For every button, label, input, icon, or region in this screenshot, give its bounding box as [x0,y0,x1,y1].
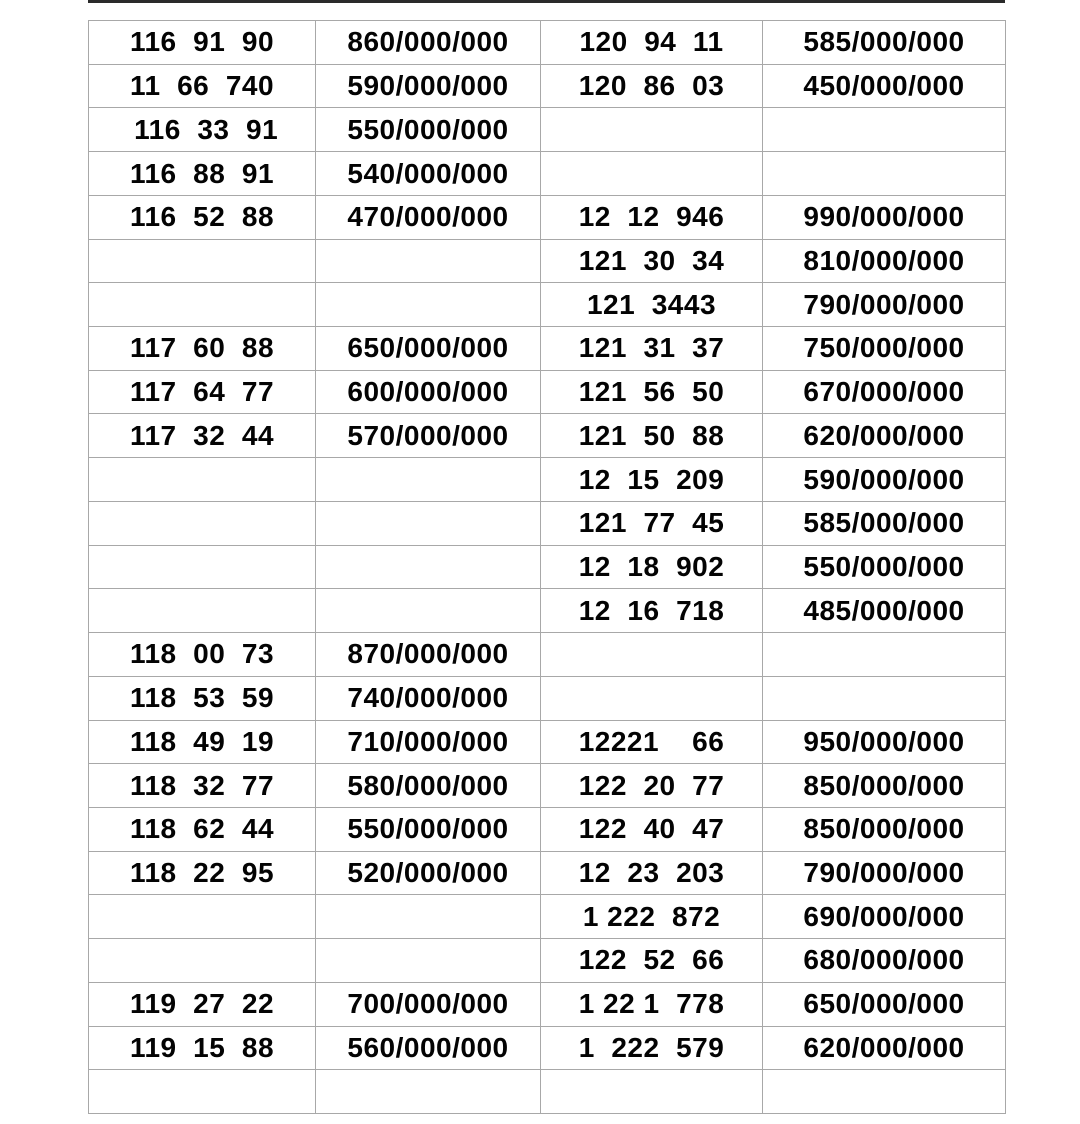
number-cell: 121 56 50 [541,370,763,414]
table-row [89,370,1006,414]
number-cell: 11 66 740 [89,64,316,108]
price-cell: 670/000/000 [763,370,1006,414]
number-cell: 122 52 66 [541,939,763,983]
number-cell: 12 12 946 [541,195,763,239]
number-cell [89,239,316,283]
number-cell: 116 52 88 [89,195,316,239]
price-cell: 750/000/000 [763,327,1006,371]
price-cell: 790/000/000 [763,283,1006,327]
price-cell [763,108,1006,152]
price-cell [316,458,541,502]
price-cell: 550/000/000 [316,807,541,851]
number-cell: 1 222 579 [541,1026,763,1070]
table-row [89,501,1006,545]
price-cell: 580/000/000 [316,764,541,808]
table-row [89,108,1006,152]
table-row [89,1026,1006,1070]
table-row [89,633,1006,677]
number-cell [89,283,316,327]
number-cell: 118 22 95 [89,851,316,895]
price-cell: 485/000/000 [763,589,1006,633]
price-cell [763,152,1006,196]
price-cell [763,676,1006,720]
number-cell: 116 91 90 [89,21,316,65]
top-crop-line [88,0,1005,3]
table-row [89,283,1006,327]
price-cell [316,895,541,939]
price-cell: 520/000/000 [316,851,541,895]
price-cell: 850/000/000 [763,764,1006,808]
number-cell: 116 33 91 [89,108,316,152]
number-cell [89,545,316,589]
table-row [89,458,1006,502]
number-cell: 120 86 03 [541,64,763,108]
price-cell: 585/000/000 [763,501,1006,545]
number-cell: 12 18 902 [541,545,763,589]
number-cell: 121 31 37 [541,327,763,371]
price-cell: 570/000/000 [316,414,541,458]
table-row [89,21,1006,65]
number-cell: 118 62 44 [89,807,316,851]
number-cell [541,676,763,720]
table-row [89,327,1006,371]
price-cell: 550/000/000 [763,545,1006,589]
table-row [89,152,1006,196]
number-cell [89,895,316,939]
table-row [89,589,1006,633]
table-row [89,764,1006,808]
number-cell: 121 77 45 [541,501,763,545]
number-cell: 116 88 91 [89,152,316,196]
table-row [89,720,1006,764]
price-cell: 650/000/000 [763,982,1006,1026]
price-cell: 710/000/000 [316,720,541,764]
number-cell: 118 53 59 [89,676,316,720]
table-row [89,414,1006,458]
number-cell: 121 30 34 [541,239,763,283]
table-row [89,895,1006,939]
price-table-body [89,21,1006,1114]
number-cell: 117 60 88 [89,327,316,371]
number-cell [89,501,316,545]
table-row [89,239,1006,283]
number-cell: 118 49 19 [89,720,316,764]
price-cell: 540/000/000 [316,152,541,196]
price-cell: 850/000/000 [763,807,1006,851]
table-row [89,1070,1006,1114]
table-row [89,939,1006,983]
number-cell [541,633,763,677]
number-cell: 118 00 73 [89,633,316,677]
number-cell: 122 20 77 [541,764,763,808]
price-cell: 700/000/000 [316,982,541,1026]
number-cell: 122 40 47 [541,807,763,851]
table-row [89,64,1006,108]
price-cell: 585/000/000 [763,21,1006,65]
price-cell [316,589,541,633]
number-cell: 117 64 77 [89,370,316,414]
number-cell: 119 27 22 [89,982,316,1026]
number-cell: 12 15 209 [541,458,763,502]
table-row [89,807,1006,851]
number-cell: 121 3443 [541,283,763,327]
price-cell: 690/000/000 [763,895,1006,939]
table-row [89,676,1006,720]
number-cell [541,1070,763,1114]
number-cell: 1 22 1 778 [541,982,763,1026]
number-cell: 118 32 77 [89,764,316,808]
number-cell: 1 222 872 [541,895,763,939]
number-cell: 119 15 88 [89,1026,316,1070]
number-cell: 117 32 44 [89,414,316,458]
price-cell: 560/000/000 [316,1026,541,1070]
price-cell: 620/000/000 [763,1026,1006,1070]
price-cell: 870/000/000 [316,633,541,677]
price-cell: 790/000/000 [763,851,1006,895]
price-cell: 990/000/000 [763,195,1006,239]
price-cell: 650/000/000 [316,327,541,371]
number-cell [89,458,316,502]
price-cell: 740/000/000 [316,676,541,720]
price-cell: 950/000/000 [763,720,1006,764]
price-cell [316,283,541,327]
number-cell [89,939,316,983]
price-cell [316,239,541,283]
number-cell: 120 94 11 [541,21,763,65]
table-row [89,545,1006,589]
number-cell: 12 23 203 [541,851,763,895]
price-cell [316,939,541,983]
table-row [89,195,1006,239]
table-row [89,982,1006,1026]
price-cell: 590/000/000 [316,64,541,108]
number-cell: 121 50 88 [541,414,763,458]
number-cell: 12 16 718 [541,589,763,633]
price-cell: 620/000/000 [763,414,1006,458]
table-row [89,851,1006,895]
price-cell: 450/000/000 [763,64,1006,108]
price-cell: 470/000/000 [316,195,541,239]
price-cell [763,633,1006,677]
price-cell [763,1070,1006,1114]
number-cell: 12221 66 [541,720,763,764]
number-cell [541,152,763,196]
price-cell: 680/000/000 [763,939,1006,983]
price-cell [316,1070,541,1114]
price-cell: 810/000/000 [763,239,1006,283]
price-cell: 590/000/000 [763,458,1006,502]
number-cell [89,589,316,633]
price-cell [316,501,541,545]
price-cell: 860/000/000 [316,21,541,65]
price-cell [316,545,541,589]
number-cell [89,1070,316,1114]
price-cell: 600/000/000 [316,370,541,414]
price-cell: 550/000/000 [316,108,541,152]
number-cell [541,108,763,152]
price-table [88,20,1006,1114]
